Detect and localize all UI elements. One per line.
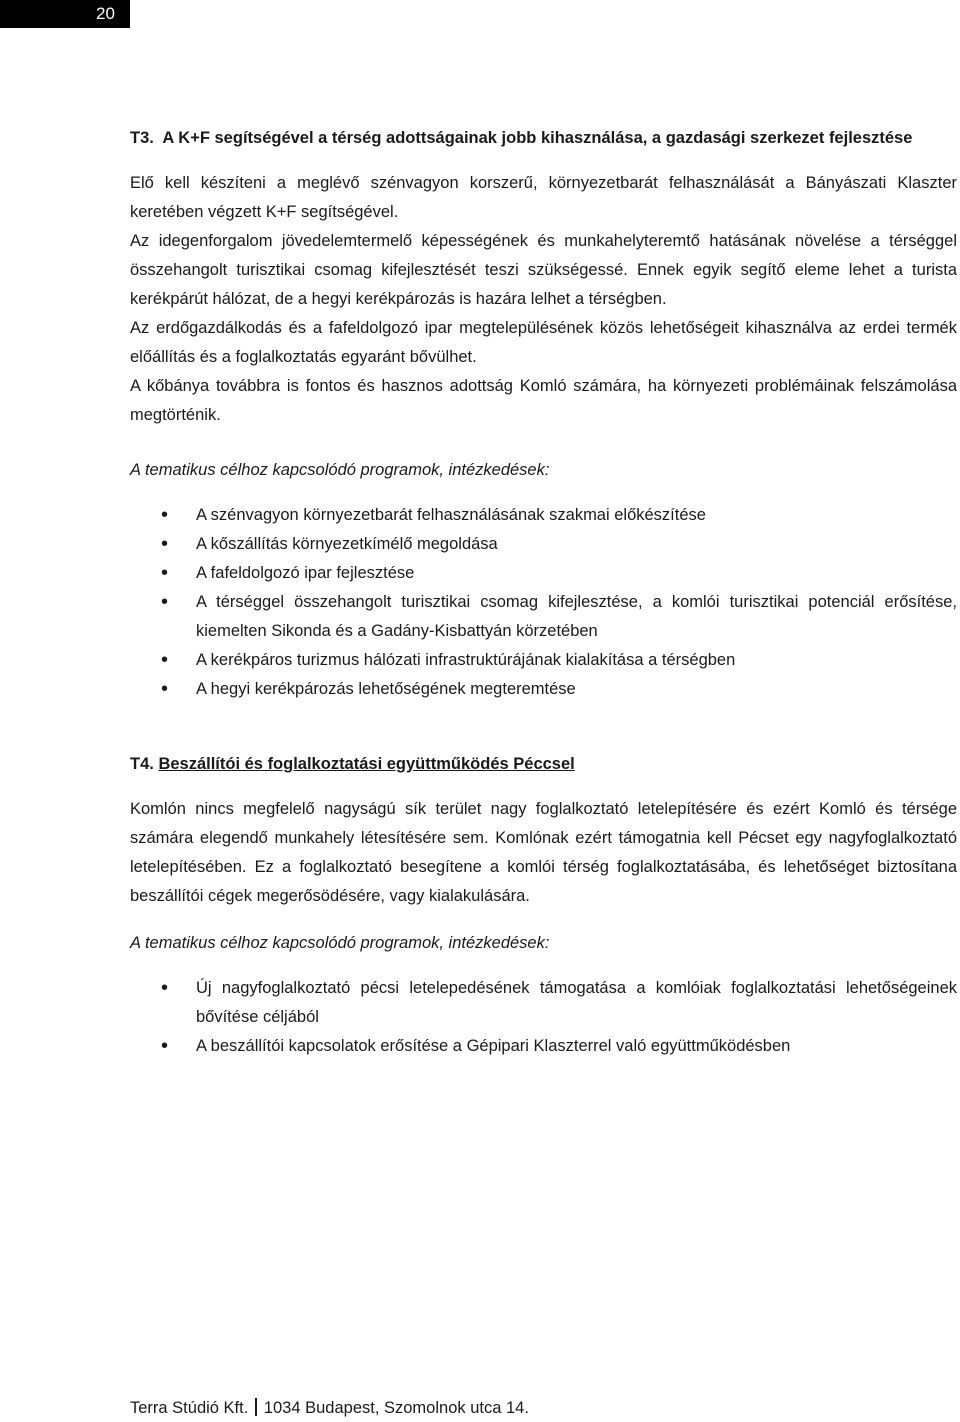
section-t3-label: T3. bbox=[130, 129, 154, 147]
section-t3-title: A K+F segítségével a térség adottságainak jobb kihasználása, a gazdasági szerkezet fejlesztése bbox=[162, 129, 913, 147]
footer-company: Terra Stúdió Kft. bbox=[130, 1399, 249, 1417]
t4-paragraph: Komlón nincs megfelelő nagyságú sík terület nagy foglalkoztató letelepítésére és ezért Komló és térsége számára elegendő munkahely létesítésére sem. Komlónak ezért támogatnia kell Pécset egy nagyfoglalkoztató letelepítésében. Ez a foglalkoztató besegítene a komlói térség foglalkoztatásába, és lehetőséget biztosítana beszállítói cégek megerősödésére, vagy kialakulására. bbox=[130, 800, 957, 905]
list-item: • A szénvagyon környezetbarát felhasználásának szakmai előkészítése bbox=[130, 501, 957, 530]
t3-paragraph: Az idegenforgalom jövedelemtermelő képességének és munkahelyteremtő hatásának növelése a térséggel összehangolt turisztikai csomag kifejlesztését teszi szükségessé. Ennek egyik segítő eleme lehet a turista kerékpárút hálózat, de a hegyi kerékpározás is hazára lelhet a térségben. bbox=[130, 232, 957, 308]
page-number-box bbox=[0, 0, 130, 28]
t3-programs-list bbox=[130, 501, 957, 704]
document-body bbox=[130, 124, 957, 1061]
page-number: 20 bbox=[96, 4, 115, 23]
t3-programs-title: A tematikus célhoz kapcsolódó programok, intézkedések: bbox=[130, 461, 550, 479]
list-item: • A térséggel összehangolt turisztikai csomag kifejlesztése, a komlói turisztikai potenciál erősítése, kiemelten Sikonda és a Gadány-Kisbattyán körzetében bbox=[130, 588, 957, 646]
page-footer bbox=[130, 1396, 529, 1420]
footer-divider bbox=[255, 1398, 257, 1416]
section-t4-label: T4. bbox=[130, 755, 154, 773]
t4-programs-list bbox=[130, 974, 957, 1061]
section-t3-heading bbox=[130, 124, 957, 153]
section-t4-heading bbox=[130, 750, 957, 779]
list-item: • A hegyi kerékpározás lehetőségének megteremtése bbox=[130, 675, 957, 704]
footer-address: 1034 Budapest, Szomolnok utca 14. bbox=[263, 1399, 529, 1417]
t3-paragraph: A kőbánya továbbra is fontos és hasznos adottság Komló számára, ha környezeti problémáinak felszámolása megtörténik. bbox=[130, 377, 957, 424]
list-item: • A fafeldolgozó ipar fejlesztése bbox=[130, 559, 957, 588]
list-item: • A beszállítói kapcsolatok erősítése a Gépipari Klaszterrel való együttműködésben bbox=[130, 1032, 957, 1061]
t4-programs-title: A tematikus célhoz kapcsolódó programok, intézkedések: bbox=[130, 934, 550, 952]
t3-paragraph: Az erdőgazdálkodás és a fafeldolgozó ipar megtelepülésének közös lehetőségeit kihasználva az erdei termék előállítás és a foglalkoztatás egyaránt bővülhet. bbox=[130, 319, 957, 366]
list-item: • A kerékpáros turizmus hálózati infrastruktúrájának kialakítása a térségben bbox=[130, 646, 957, 675]
list-item: • Új nagyfoglalkoztató pécsi letelepedésének támogatása a komlóiak foglalkoztatási lehetőségeinek bővítése céljából bbox=[130, 974, 957, 1032]
list-item: • A kőszállítás környezetkímélő megoldása bbox=[130, 530, 957, 559]
section-t4-title: Beszállítói és foglalkoztatási együttműködés Péccsel bbox=[158, 755, 575, 773]
t3-paragraph: Elő kell készíteni a meglévő szénvagyon korszerű, környezetbarát felhasználását a Bányászati Klaszter keretében végzett K+F segítségével. bbox=[130, 174, 957, 221]
